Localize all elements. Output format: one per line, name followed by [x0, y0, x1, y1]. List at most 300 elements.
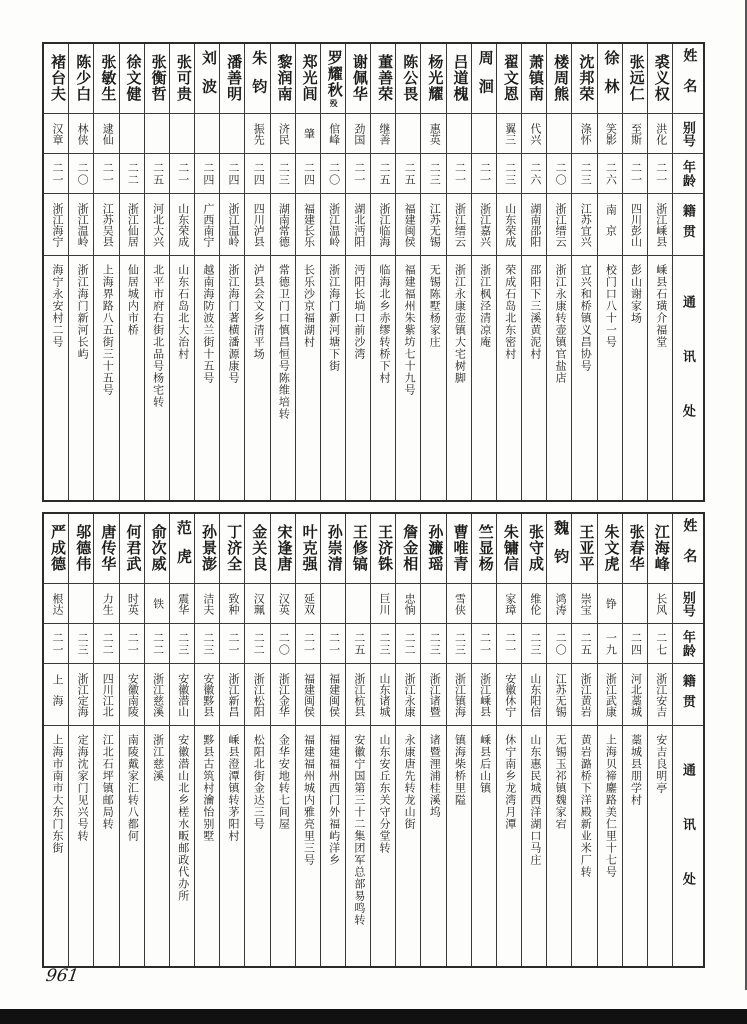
- alias-cell: [69, 584, 93, 624]
- age-cell: 二五: [145, 154, 169, 194]
- person-name-cell: [371, 44, 395, 114]
- directory-entry-column: [119, 514, 144, 966]
- address-cell: 越南海防波兰街十五号: [201, 264, 214, 384]
- age-cell: 二一: [170, 154, 194, 194]
- directory-entry-column: [446, 514, 471, 966]
- header-native: 籍贯: [673, 664, 703, 726]
- native-place-cell: 江苏无锡: [421, 194, 445, 256]
- native-place-cell: 浙江新昌: [220, 664, 244, 726]
- age-cell: 二三: [371, 624, 395, 664]
- directory-entry-column: [395, 514, 420, 966]
- person-name: 张远仁: [627, 54, 644, 102]
- age-cell: 二四: [195, 154, 219, 194]
- alias-cell: 根达: [44, 584, 68, 624]
- address-cell: 藁城县朋学村: [629, 734, 642, 806]
- address-cell: 无锡陈墅杨家庄: [428, 264, 441, 348]
- native-place-cell: 浙江海宁: [44, 194, 68, 256]
- age-cell: 二三: [497, 154, 521, 194]
- alias-cell: 济民: [271, 114, 295, 154]
- address-cell: 嵊县后山镇: [478, 734, 491, 794]
- directory-table-top: [42, 42, 705, 502]
- native-place-cell: 浙江温岭: [321, 194, 345, 256]
- alias-cell: [170, 114, 194, 154]
- age-cell: 二一: [346, 154, 370, 194]
- person-name: 江海峰: [652, 524, 669, 572]
- native-place-cell: 浙江慈溪: [145, 664, 169, 726]
- person-name: 裘义权: [652, 54, 669, 102]
- alias-cell: 巨川: [371, 584, 395, 624]
- person-name: 罗耀秋: [325, 50, 342, 98]
- directory-entry-column: [471, 44, 496, 500]
- directory-entry-column: [144, 44, 169, 500]
- age-cell: 二〇: [547, 154, 571, 194]
- directory-entry-column: [68, 514, 93, 966]
- native-place-cell: 浙江缙云: [447, 194, 471, 256]
- address-cell: 山东安丘东关守分堂转: [377, 734, 390, 854]
- directory-entry-column: [446, 44, 471, 500]
- directory-entry-column: [622, 44, 647, 500]
- age-cell: 二三: [170, 624, 194, 664]
- person-name: 陈公畏: [401, 54, 418, 102]
- alias-cell: [346, 584, 370, 624]
- address-cell: 无锡玉祁镇魏家宕: [554, 734, 567, 830]
- alias-cell: [195, 114, 219, 154]
- person-name: 杨光耀: [426, 54, 443, 102]
- page-number: 961: [44, 966, 80, 986]
- directory-entry-column: [144, 514, 169, 966]
- address-cell: 浙江永康转壶镇官盐店: [554, 264, 567, 384]
- directory-entry-column: [471, 514, 496, 966]
- alias-cell: 雪侠: [447, 584, 471, 624]
- address-cell: 上海贝禘鏖路美仁里十七号: [604, 734, 617, 878]
- age-cell: 二三: [421, 154, 445, 194]
- native-place-cell: 浙江缙云: [547, 194, 571, 256]
- name-annotation: 殁: [329, 99, 339, 107]
- alias-cell: 涤怀: [572, 114, 596, 154]
- directory-entry-column: [68, 44, 93, 500]
- person-name-cell: [371, 514, 395, 584]
- person-name-cell: [195, 44, 219, 114]
- person-name: 周洄: [476, 49, 493, 107]
- header-alias: 别号: [673, 114, 703, 154]
- alias-cell: 惠英: [421, 114, 445, 154]
- person-name: 吕道槐: [451, 54, 468, 102]
- address-cell: 黄岩潞桥下洋殿新业米厂转: [579, 734, 592, 878]
- person-name: 邬德伟: [74, 524, 91, 572]
- age-cell: 二三: [522, 624, 546, 664]
- address-cell: 校门口八十一号: [604, 264, 617, 348]
- header-alias: 别号: [673, 584, 703, 624]
- person-name: 张可贵: [174, 54, 191, 102]
- address-cell: 彭山谢家场: [629, 264, 642, 324]
- directory-entry-column: [597, 44, 622, 500]
- directory-entry-column: [219, 514, 244, 966]
- alias-cell: 铮: [598, 584, 622, 624]
- directory-entry-column: [521, 514, 546, 966]
- native-place-cell: 浙江杭县: [346, 664, 370, 726]
- person-name: 朱文虎: [602, 524, 619, 572]
- alias-cell: 劲国: [346, 114, 370, 154]
- person-name-cell: [572, 44, 596, 114]
- native-place-cell: 浙江定海: [69, 664, 93, 726]
- native-place-cell: 上海: [44, 664, 68, 726]
- age-cell: 二五: [572, 624, 596, 664]
- age-cell: 二六: [522, 154, 546, 194]
- person-name: 金关良: [250, 524, 267, 572]
- person-name-cell: [522, 514, 546, 584]
- address-cell: 嵊县澄潭镇转茅阳村: [227, 734, 240, 842]
- native-place-cell: 浙江温岭: [220, 194, 244, 256]
- person-name-cell: [220, 514, 244, 584]
- person-name: 竺显杨: [476, 524, 493, 572]
- person-name-cell: [195, 514, 219, 584]
- person-name-cell: [170, 514, 194, 584]
- native-place-cell: 浙江镇海: [447, 664, 471, 726]
- age-cell: 二一: [648, 154, 672, 194]
- age-cell: 二二: [120, 154, 144, 194]
- native-place-cell: 山东荣成: [170, 194, 194, 256]
- address-cell: 宜兴和桥镇义昌协号: [579, 264, 592, 372]
- address-cell: 荣成石岛北东密村: [503, 264, 516, 360]
- person-name-cell: [346, 44, 370, 114]
- directory-entry-column: [345, 514, 370, 966]
- header-age: 年龄: [673, 154, 703, 194]
- person-name: 褚台夫: [49, 54, 66, 102]
- alias-cell: 倌峰: [321, 114, 345, 154]
- age-cell: 二六: [598, 154, 622, 194]
- age-cell: 二〇: [271, 624, 295, 664]
- address-cell: 江北石坪镇邮局转: [101, 734, 114, 830]
- person-name-cell: [396, 514, 420, 584]
- person-name-cell: [220, 44, 244, 114]
- age-cell: 二一: [447, 154, 471, 194]
- age-cell: 二四: [220, 154, 244, 194]
- alias-cell: 长风: [648, 584, 672, 624]
- native-place-cell: 山东阳信: [522, 664, 546, 726]
- address-cell: 休宁南乡龙湾月潭: [503, 734, 516, 830]
- alias-cell: 洁夫: [195, 584, 219, 624]
- age-cell: 二一: [321, 624, 345, 664]
- person-name: 萧镇南: [527, 54, 544, 102]
- person-name-cell: [522, 44, 546, 114]
- age-cell: 二五: [396, 154, 420, 194]
- person-name-cell: [44, 514, 68, 584]
- address-cell: 浙江永康壶镇大宅树脚: [453, 264, 466, 384]
- age-cell: 二一: [623, 154, 647, 194]
- native-place-cell: 湖南邵阳: [522, 194, 546, 256]
- alias-cell: 洪化: [648, 114, 672, 154]
- directory-entry-column: [370, 44, 395, 500]
- native-place-cell: 广西南宁: [195, 194, 219, 256]
- native-place-cell: 浙江嵊县: [648, 194, 672, 256]
- directory-entry-column: [420, 514, 445, 966]
- person-name-cell: [447, 514, 471, 584]
- person-name: 郑光闾: [300, 54, 317, 102]
- person-name-cell: [447, 44, 471, 114]
- directory-entry-column: [194, 44, 219, 500]
- person-name-cell: [321, 44, 345, 114]
- directory-entry-column: [546, 44, 571, 500]
- alias-cell: 致种: [220, 584, 244, 624]
- address-cell: 安徽潜山北乡槎水畈邮政代办所: [176, 734, 189, 902]
- alias-cell: 震华: [170, 584, 194, 624]
- person-name-cell: [170, 44, 194, 114]
- age-cell: 二三: [572, 154, 596, 194]
- alias-cell: 铁: [145, 584, 169, 624]
- person-name: 孙濂瑶: [426, 524, 443, 572]
- alias-cell: 汉章: [44, 114, 68, 154]
- address-cell: 长乐沙京福湖村: [302, 264, 315, 348]
- native-place-cell: 江苏宜兴: [572, 194, 596, 256]
- person-name-cell: [472, 514, 496, 584]
- person-name: 唐传华: [99, 524, 116, 572]
- alias-cell: [396, 114, 420, 154]
- person-name-cell: [623, 44, 647, 114]
- person-name: 范虎: [174, 519, 191, 577]
- native-place-cell: 浙江温岭: [69, 194, 93, 256]
- native-place-cell: 浙江松阳: [245, 664, 269, 726]
- address-cell: 浙江海门新河长屿: [76, 264, 89, 360]
- person-name: 黎润南: [275, 54, 292, 102]
- native-place-cell: 浙江嘉兴: [472, 194, 496, 256]
- directory-entry-column: [571, 44, 596, 500]
- native-place-cell: 浙江黄岩: [572, 664, 596, 726]
- person-name-cell: [145, 514, 169, 584]
- age-cell: 二五: [346, 624, 370, 664]
- native-place-cell: 浙江武康: [598, 664, 622, 726]
- age-cell: 二一: [120, 624, 144, 664]
- person-name-cell: [44, 44, 68, 114]
- address-cell: 上海界路八五街三十五号: [101, 264, 114, 396]
- age-cell: 二三: [447, 624, 471, 664]
- alias-cell: 肇: [296, 114, 320, 154]
- address-cell: 安吉良明亭: [654, 734, 667, 794]
- age-cell: 二一: [44, 154, 68, 194]
- native-place-cell: 湖南常德: [271, 194, 295, 256]
- address-cell: 诸暨浬浦桂溪坞: [428, 734, 441, 818]
- address-cell: 福建福州西门外福屿洋乡: [327, 734, 340, 866]
- directory-entry-column: [647, 44, 672, 500]
- native-place-cell: 浙江安吉: [648, 664, 672, 726]
- address-cell: 浙江海门新河塘下街: [327, 264, 340, 372]
- native-place-cell: 安徽休宁: [497, 664, 521, 726]
- address-cell: 浙江枫泾清凉庵: [478, 264, 491, 348]
- age-cell: 二〇: [69, 154, 93, 194]
- person-name: 孙景澎: [199, 524, 216, 572]
- person-name: 张衡哲: [149, 54, 166, 102]
- person-name-cell: [94, 44, 118, 114]
- header-name: 姓名: [673, 514, 703, 584]
- age-cell: 二一: [44, 624, 68, 664]
- age-cell: 二二: [245, 624, 269, 664]
- directory-entry-column: [320, 44, 345, 500]
- person-name: 刘波: [199, 49, 216, 107]
- directory-entry-column: [295, 44, 320, 500]
- native-place-cell: 四川泸县: [245, 194, 269, 256]
- directory-entry-column: [597, 514, 622, 966]
- person-name-cell: [547, 514, 571, 584]
- person-name: 俞次威: [149, 524, 166, 572]
- header-address: 通讯处: [680, 295, 696, 459]
- alias-cell: 笑影: [598, 114, 622, 154]
- person-name-cell: [271, 44, 295, 114]
- person-name-cell: [497, 514, 521, 584]
- native-place-cell: 浙江诸暨: [421, 664, 445, 726]
- person-name: 宋逢唐: [275, 524, 292, 572]
- person-name-cell: [648, 514, 672, 584]
- directory-entry-column: [93, 44, 118, 500]
- directory-entry-column: [546, 514, 571, 966]
- address-cell: 山东石岛北大治村: [176, 264, 189, 360]
- person-name-cell: [598, 44, 622, 114]
- address-cell: 定海沈家门见兴号转: [76, 734, 89, 842]
- age-cell: 二七: [648, 624, 672, 664]
- person-name-cell: [94, 514, 118, 584]
- address-cell: 嵊县石璜介福堂: [654, 264, 667, 348]
- directory-entry-column: [169, 44, 194, 500]
- age-cell: 二三: [195, 624, 219, 664]
- directory-entry-column: [270, 514, 295, 966]
- table-header-column: [672, 514, 703, 966]
- person-name-cell: [547, 44, 571, 114]
- alias-cell: 力生: [94, 584, 118, 624]
- person-name: 潘善明: [225, 54, 242, 102]
- person-name-cell: [346, 514, 370, 584]
- age-cell: 二四: [623, 624, 647, 664]
- person-name-cell: [120, 514, 144, 584]
- person-name: 王亚平: [577, 524, 594, 572]
- directory-entry-column: [420, 44, 445, 500]
- header-age: 年龄: [673, 624, 703, 664]
- address-cell: 金华安地转七间屋: [277, 734, 290, 830]
- alias-cell: [120, 114, 144, 154]
- person-name-cell: [296, 514, 320, 584]
- native-place-cell: 安徽南陵: [120, 664, 144, 726]
- alias-cell: [321, 584, 345, 624]
- native-place-cell: 安徽潜山: [170, 664, 194, 726]
- directory-entry-column: [244, 44, 269, 500]
- native-place-cell: 湖北沔阳: [346, 194, 370, 256]
- address-cell: 常德卫门口慎昌恒号陈维培转: [277, 264, 290, 420]
- person-name: 沈邦荣: [577, 54, 594, 102]
- person-name: 张守成: [527, 524, 544, 572]
- age-cell: 二二: [94, 624, 118, 664]
- age-cell: 二三: [271, 154, 295, 194]
- directory-entry-column: [270, 44, 295, 500]
- directory-entry-column: [194, 514, 219, 966]
- directory-entry-column: [169, 514, 194, 966]
- address-cell: 山东惠民城西洋湖口马庄: [528, 734, 541, 866]
- person-name: 叶克强: [300, 524, 317, 572]
- address-cell: 浙江海门著横潘源康号: [227, 264, 240, 384]
- alias-cell: [472, 114, 496, 154]
- alias-cell: 林侠: [69, 114, 93, 154]
- directory-entry-column: [521, 44, 546, 500]
- alias-cell: 振先: [245, 114, 269, 154]
- native-place-cell: 河北大兴: [145, 194, 169, 256]
- directory-entry-column: [44, 514, 68, 966]
- alias-cell: 崇宝: [572, 584, 596, 624]
- alias-cell: 代兴: [522, 114, 546, 154]
- address-cell: 上海市南市大东门东街: [50, 734, 63, 854]
- native-place-cell: 浙江嵊县: [472, 664, 496, 726]
- address-cell: 安徽宁国第三十二集团军总部易鸣转: [352, 734, 365, 926]
- person-name: 孙崇清: [325, 524, 342, 572]
- directory-table-bottom: [42, 512, 705, 968]
- native-place-cell: 安徽黟县: [195, 664, 219, 726]
- alias-cell: [220, 114, 244, 154]
- person-name: 魏钧: [552, 519, 569, 577]
- directory-entry-column: [244, 514, 269, 966]
- alias-cell: 逮仙: [94, 114, 118, 154]
- alias-cell: [145, 114, 169, 154]
- person-name: 王济铢: [376, 524, 393, 572]
- person-name: 朱钧: [250, 49, 267, 107]
- alias-cell: 延双: [296, 584, 320, 624]
- person-name: 徐林: [602, 49, 619, 107]
- native-place-cell: 浙江金华: [271, 664, 295, 726]
- directory-entry-column: [622, 514, 647, 966]
- person-name: 张敏生: [99, 54, 116, 102]
- native-place-cell: 福建闽侯: [321, 664, 345, 726]
- alias-cell: [623, 584, 647, 624]
- address-cell: 黟县古筑村瀹怡别墅: [201, 734, 214, 842]
- alias-cell: 时英: [120, 584, 144, 624]
- directory-entry-column: [496, 514, 521, 966]
- age-cell: 二〇: [547, 624, 571, 664]
- address-cell: 福建福州城内雅亮里三号: [302, 734, 315, 866]
- native-place-cell: 江苏无锡: [547, 664, 571, 726]
- person-name-cell: [472, 44, 496, 114]
- alias-cell: 汉英: [271, 584, 295, 624]
- person-name-cell: [572, 514, 596, 584]
- directory-entry-column: [44, 44, 68, 500]
- person-name-cell: [145, 44, 169, 114]
- age-cell: 二一: [472, 624, 496, 664]
- person-name: 谢佩华: [350, 54, 367, 102]
- person-name-cell: [421, 514, 445, 584]
- directory-entry-column: [395, 44, 420, 500]
- directory-entry-column: [219, 44, 244, 500]
- address-cell: 临海北乡赤缪转桥下村: [377, 264, 390, 384]
- alias-cell: 继善: [371, 114, 395, 154]
- address-cell: 仙居城内市桥: [126, 264, 139, 336]
- native-place-cell: 浙江仙居: [120, 194, 144, 256]
- directory-entry-column: [119, 44, 144, 500]
- native-place-cell: 福建长乐: [296, 194, 320, 256]
- age-cell: 二四: [296, 154, 320, 194]
- alias-cell: [472, 584, 496, 624]
- age-cell: 二四: [245, 154, 269, 194]
- address-cell: 松阳北街金达三号: [252, 734, 265, 830]
- native-place-cell: 福建闽侯: [296, 664, 320, 726]
- header-name: 姓名: [673, 44, 703, 114]
- alias-cell: [547, 114, 571, 154]
- age-cell: 二二: [396, 624, 420, 664]
- alias-cell: 维伦: [522, 584, 546, 624]
- age-cell: 二一: [472, 154, 496, 194]
- directory-entry-column: [370, 514, 395, 966]
- address-cell: 北平市府右街北品号杨宅转: [151, 264, 164, 408]
- header-address: 通讯处: [680, 763, 696, 927]
- directory-entry-column: [295, 514, 320, 966]
- person-name-cell: [120, 44, 144, 114]
- person-name: 王修镐: [350, 524, 367, 572]
- person-name: 丁济全: [225, 524, 242, 572]
- person-name: 董善荣: [376, 54, 393, 102]
- person-name: 曹唯青: [451, 524, 468, 572]
- age-cell: 二三: [421, 624, 445, 664]
